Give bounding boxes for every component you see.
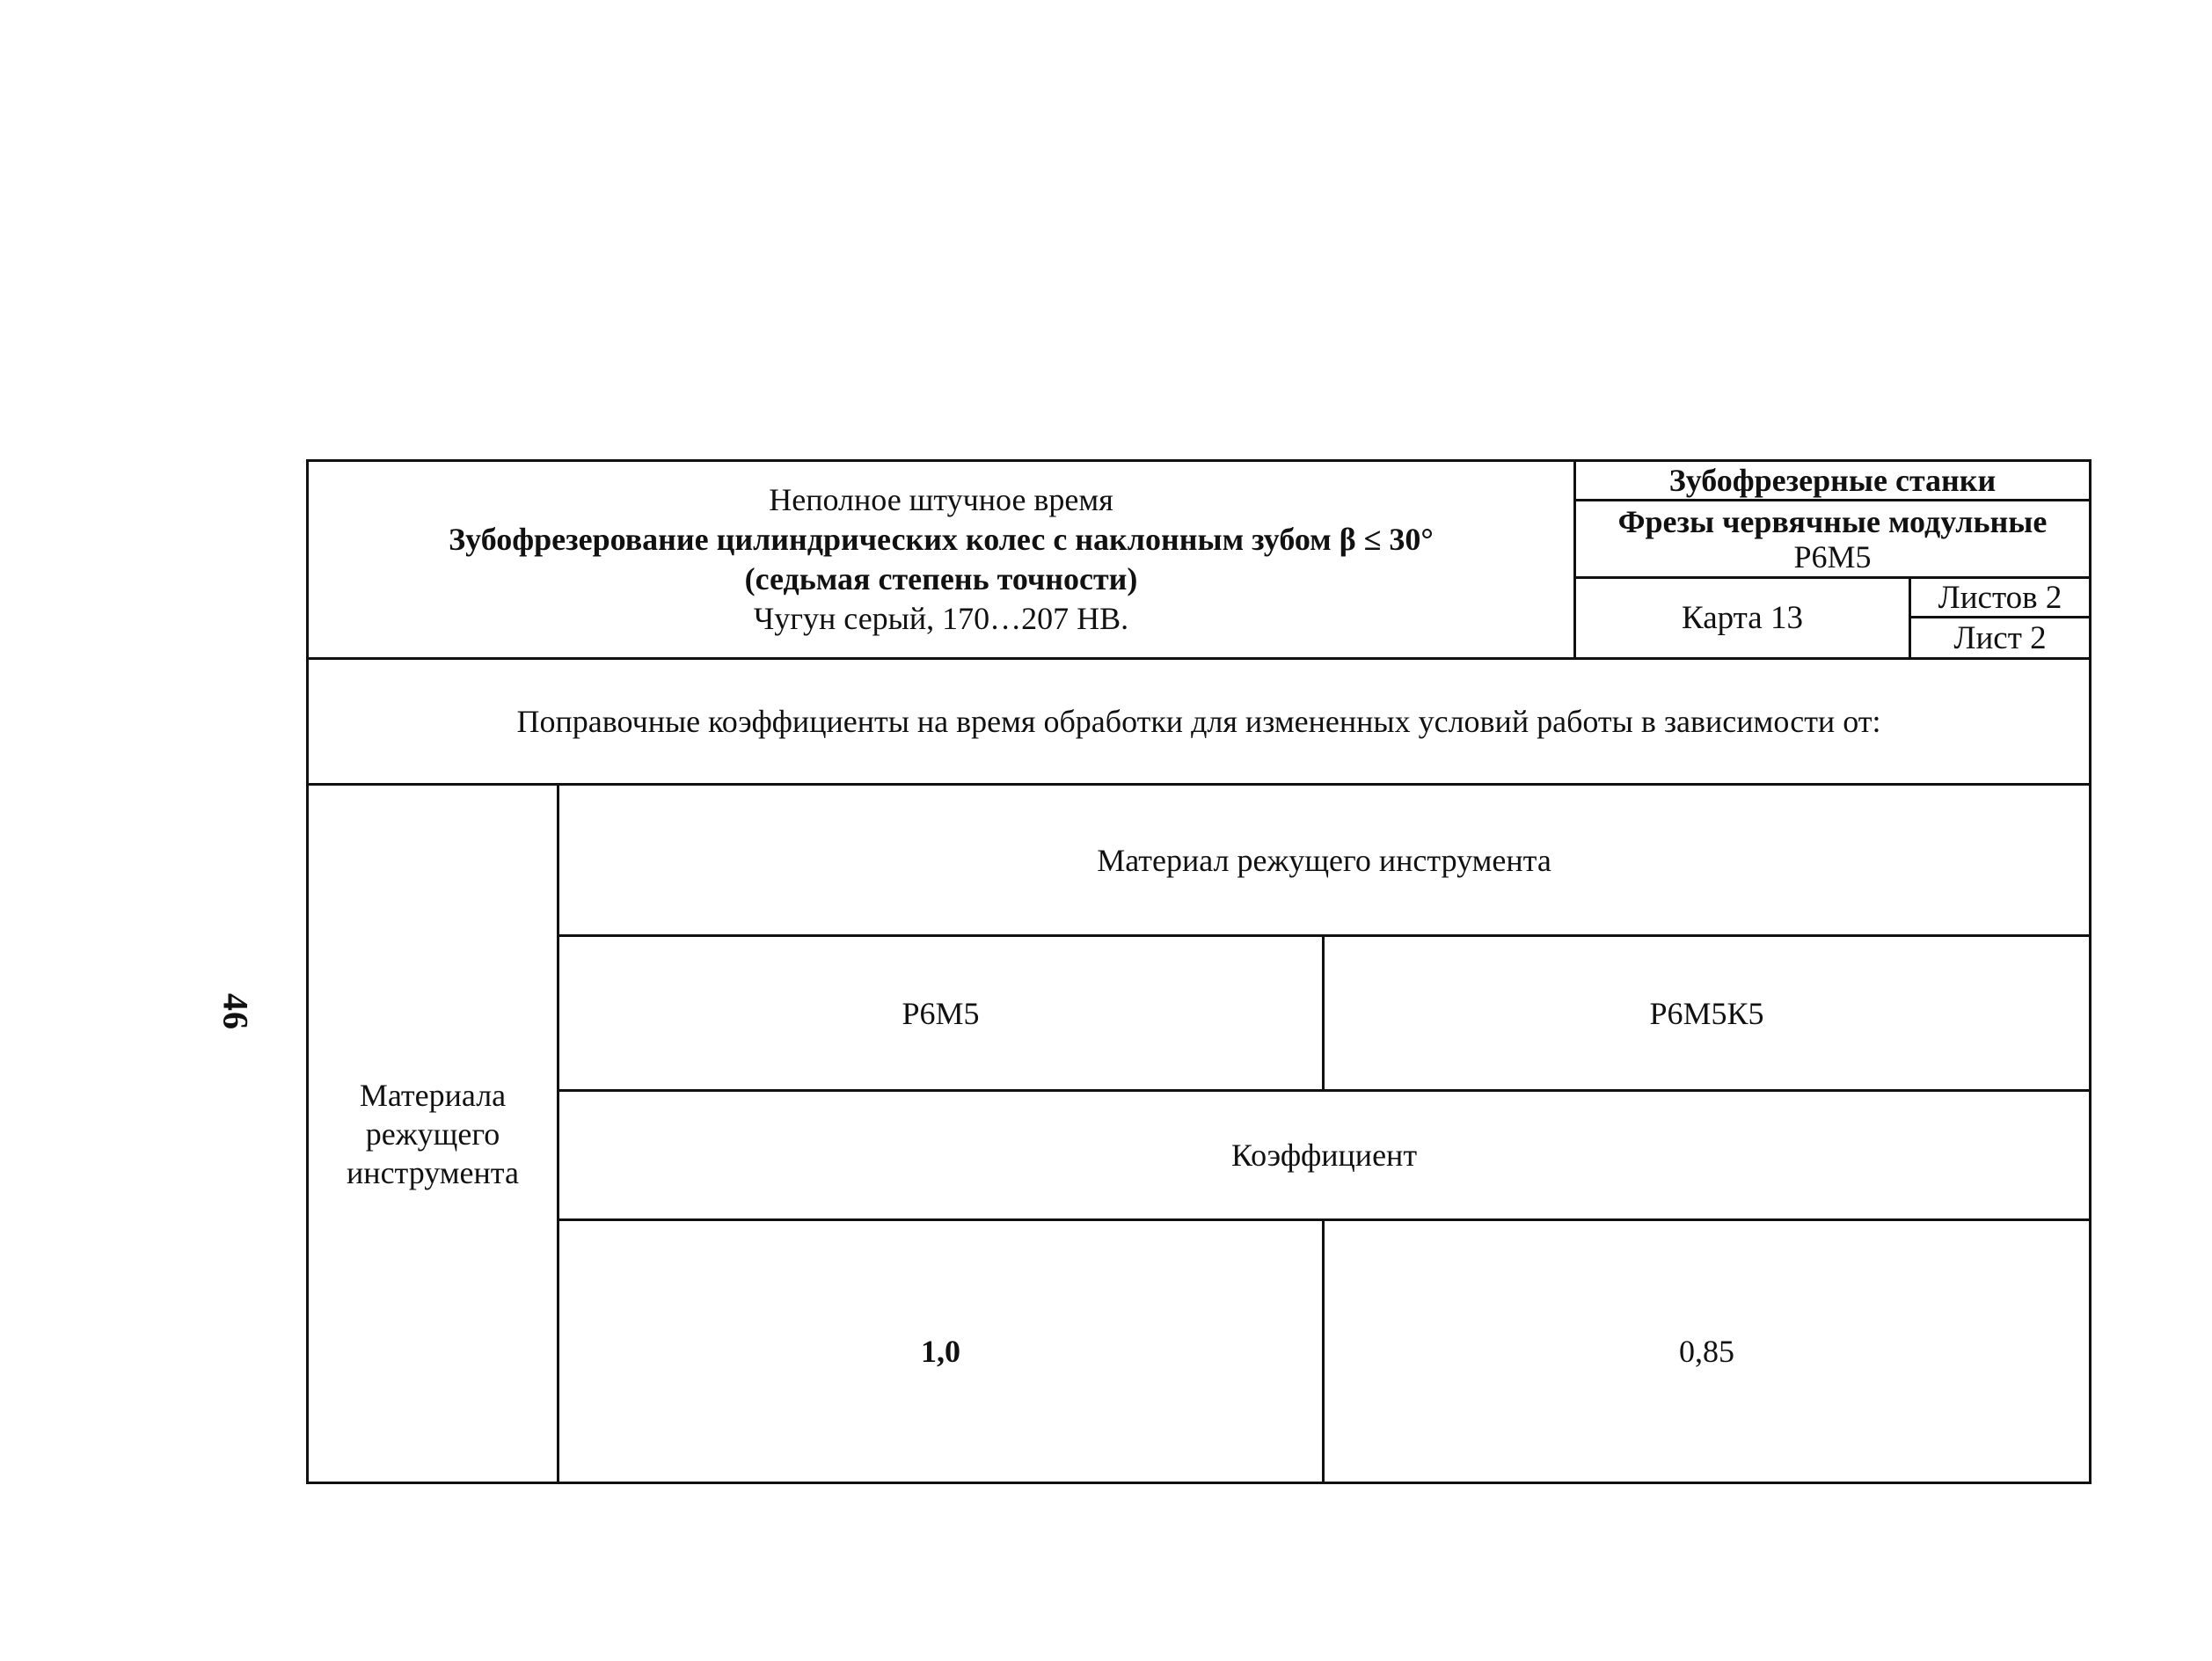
tool-type xyxy=(1576,501,2089,576)
value-cell-1 xyxy=(559,1221,1322,1482)
title-line-3: (седьмая степень точности) xyxy=(744,561,1138,596)
column-header-1 xyxy=(559,937,1322,1089)
group-header-label: Материал режущего инструмента xyxy=(1097,842,1551,878)
sub-header-label: Коэффициент xyxy=(1230,1138,1418,1173)
card-title xyxy=(309,462,1573,657)
sheets-total xyxy=(1911,579,2089,616)
sheet-number xyxy=(1911,618,2089,657)
value-1: 1,0 xyxy=(921,1334,960,1369)
column-header-2-label: Р6М5К5 xyxy=(1649,995,1764,1031)
intro-label: Поправочные коэффициенты на время обработки для измененных условий работы в зависимости от: xyxy=(516,704,1881,739)
sheets-total-label: Листов 2 xyxy=(1938,579,2062,616)
group-header xyxy=(559,786,2089,934)
page-number: 46 xyxy=(215,993,256,1030)
column-header-2 xyxy=(1325,937,2089,1089)
value-2: 0,85 xyxy=(1679,1334,1734,1369)
sheet-number-label: Лист 2 xyxy=(1953,619,2047,656)
row-header-label: Материала режущего инструмента xyxy=(347,1077,519,1190)
title-line-4: Чугун серый, 170…207 НВ. xyxy=(753,601,1129,636)
card-number-label: Карта 13 xyxy=(1682,600,1803,636)
column-header-1-label: Р6М5 xyxy=(902,995,980,1031)
sub-header xyxy=(559,1092,2089,1218)
row-header xyxy=(309,786,557,1482)
machine-type-label: Зубофрезерные станки xyxy=(1668,462,1997,498)
tool-line-1: Фрезы червячные модульные xyxy=(1617,503,2048,539)
card-number xyxy=(1576,579,1909,657)
title-line-2: Зубофрезерование цилиндрических колес с наклонным зубом β ≤ 30° xyxy=(449,522,1434,557)
value-cell-2 xyxy=(1325,1221,2089,1482)
title-line-1: Неполное штучное время xyxy=(769,482,1113,517)
intro-text xyxy=(309,660,2089,783)
machine-type xyxy=(1576,462,2089,499)
tool-line-2: Р6М5 xyxy=(1793,538,1872,574)
